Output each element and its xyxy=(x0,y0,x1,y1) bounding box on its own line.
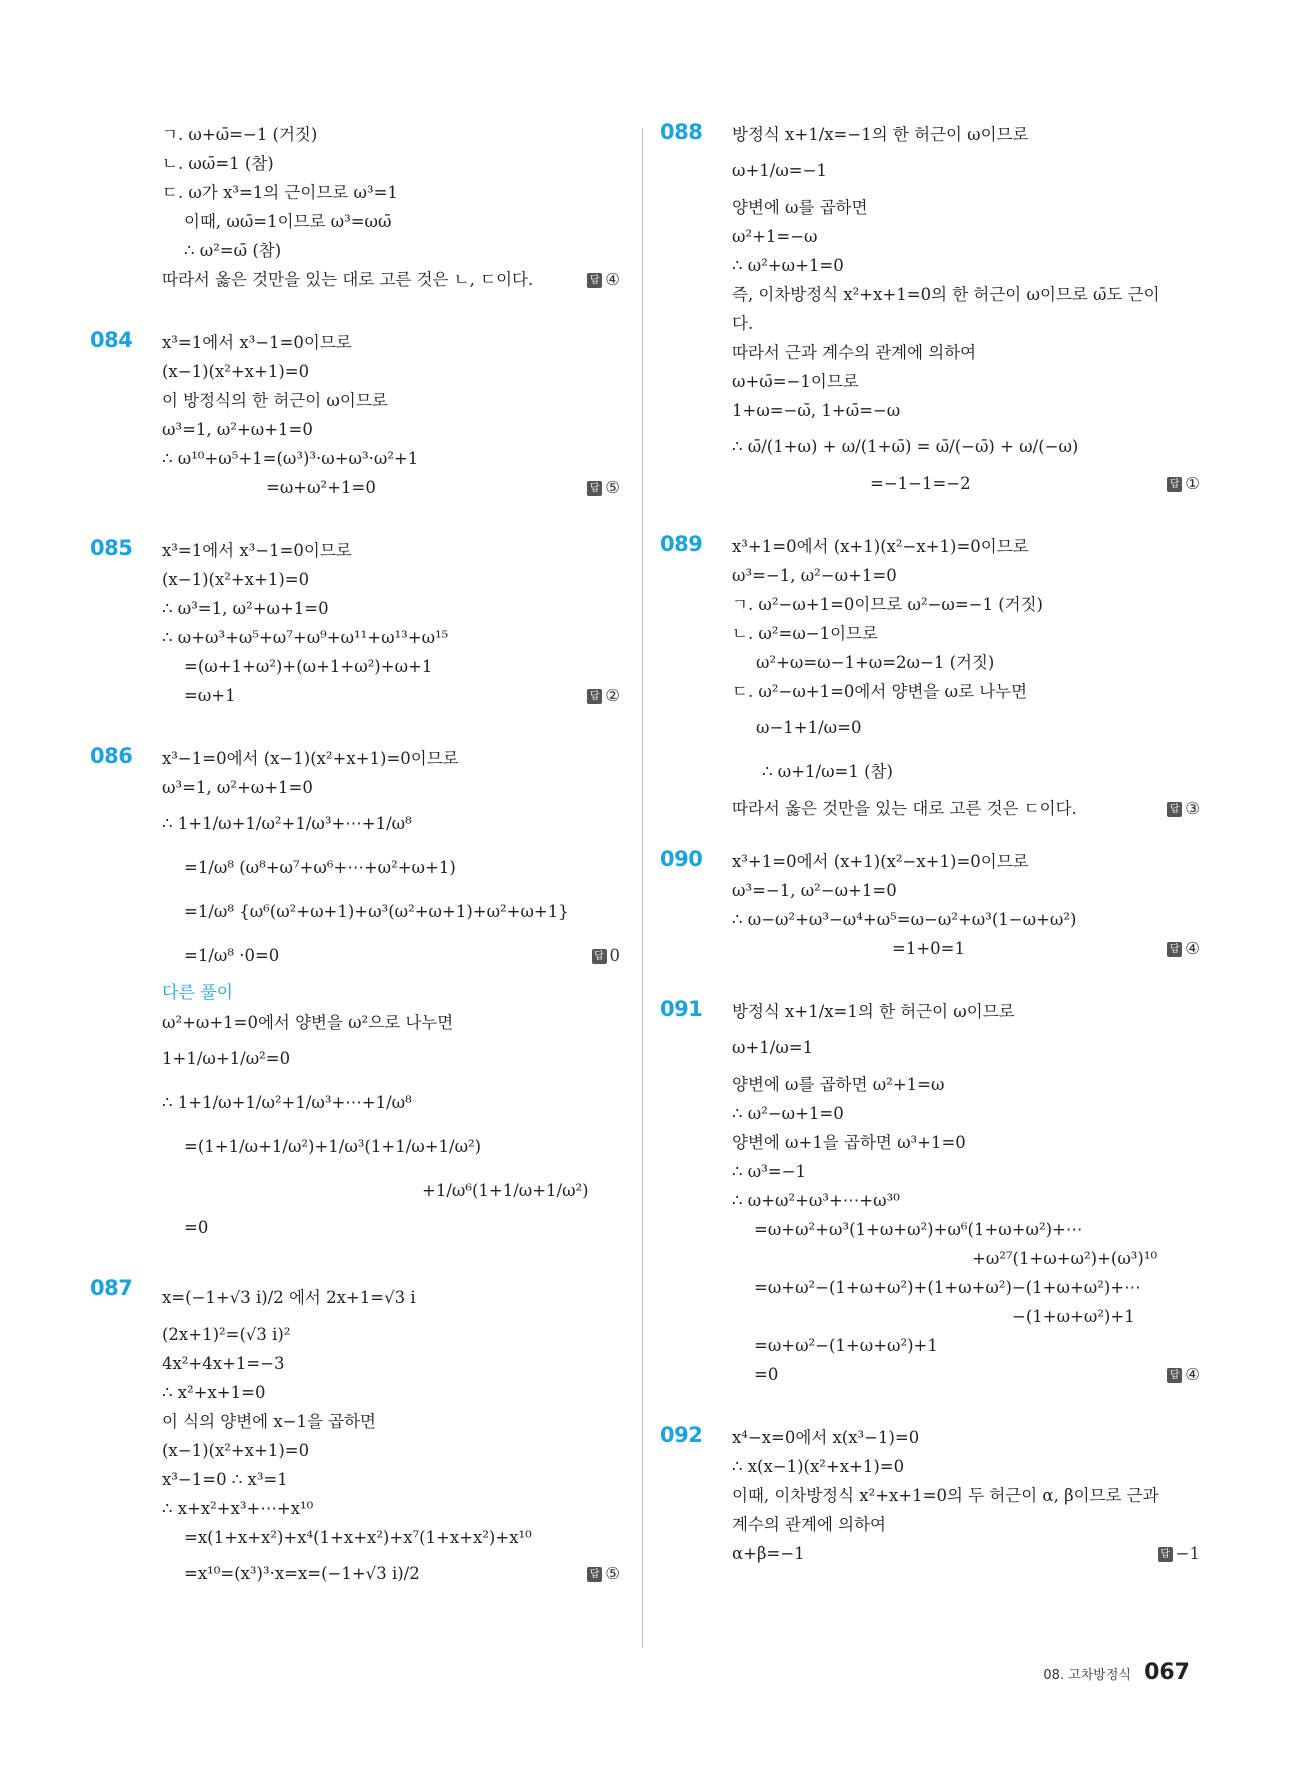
solution-line xyxy=(162,265,620,294)
solution-line: =0 xyxy=(184,1218,209,1237)
answer-icon: 답 xyxy=(1167,942,1182,957)
answer-value: 0 xyxy=(609,946,620,965)
chapter-label: 08. 고차방정식 xyxy=(1043,1668,1131,1683)
solution-line: =1/ω⁸ {ω⁶(ω²+ω+1)+ω³(ω²+ω+1)+ω²+ω+1} xyxy=(184,902,569,921)
solution-line: ∴ ω²=ω̄ (참) xyxy=(184,241,282,260)
solution-line: =ω+ω²−(1+ω+ω²)+1 xyxy=(754,1336,938,1355)
solution-line: ω³=−1, ω²−ω+1=0 xyxy=(732,566,897,585)
solution-line: 이때, 이차방정식 x²+x+1=0의 두 허근이 α, β이므로 근과 xyxy=(732,1486,1159,1505)
solution-line: ㄱ. ω+ω̄=−1 (거짓) xyxy=(162,125,318,144)
problem-number: 087 xyxy=(90,1276,133,1300)
solution-line: 이 식의 양변에 x−1을 곱하면 xyxy=(162,1412,376,1431)
problem-number: 090 xyxy=(660,847,703,871)
solution-line xyxy=(732,469,1200,498)
solution-line: 다. xyxy=(732,314,754,333)
equation-text: =x¹⁰=(x³)³·x=x=(−1+√3 i)/2 xyxy=(184,1564,420,1583)
solution-line: ∴ ω³=−1 xyxy=(732,1162,806,1181)
solution-line: 1+1/ω+1/ω²=0 xyxy=(162,1049,291,1068)
solution-line xyxy=(162,1552,620,1596)
solution-line: −(1+ω+ω²)+1 xyxy=(1012,1307,1135,1326)
answer-mark xyxy=(1167,1360,1200,1389)
solution-line: 4x²+4x+1=−3 xyxy=(162,1354,285,1373)
conclusion-text: 따라서 옳은 것만을 있는 대로 고른 것은 ㄴ, ㄷ이다. xyxy=(162,270,534,289)
page-footer xyxy=(1043,1660,1190,1685)
equation-text: =1+0=1 xyxy=(892,939,965,958)
solution-line: 이 방정식의 한 허근이 ω이므로 xyxy=(162,391,388,410)
solution-line: 계수의 관계에 의하여 xyxy=(732,1515,886,1534)
solution-line: (x−1)(x²+x+1)=0 xyxy=(162,570,310,589)
solution-line: ∴ x(x−1)(x²+x+1)=0 xyxy=(732,1457,905,1476)
solution-line: ∴ ω+1/ω=1 (참) xyxy=(762,762,893,781)
solution-line: ㄴ. ωω̄=1 (참) xyxy=(162,154,274,173)
solution-line: (2x+1)²=(√3 i)² xyxy=(162,1325,291,1344)
solution-line xyxy=(732,1360,1200,1389)
solution-line: x³+1=0에서 (x+1)(x²−x+1)=0이므로 xyxy=(732,852,1029,871)
solution-line: +1/ω⁶(1+1/ω+1/ω²) xyxy=(422,1181,589,1200)
answer-mark xyxy=(587,473,620,502)
solution-line: ω+1/ω=−1 xyxy=(732,161,827,180)
problem-085 xyxy=(90,536,620,710)
answer-icon: 답 xyxy=(1167,1368,1182,1383)
solution-line: x³−1=0 ∴ x³=1 xyxy=(162,1470,288,1489)
answer-value: ① xyxy=(1185,474,1200,493)
answer-icon: 답 xyxy=(587,689,602,704)
problem-number: 091 xyxy=(660,997,703,1021)
solution-line xyxy=(732,1539,1200,1568)
solution-line: x³=1에서 x³−1=0이므로 xyxy=(162,333,352,352)
problem-092 xyxy=(660,1423,1200,1568)
solution-line: ω+ω̄=−1이므로 xyxy=(732,372,859,391)
solution-line: 방정식 x+1/x=−1의 한 허근이 ω이므로 xyxy=(732,125,1029,144)
equation-text: =ω+ω²+1=0 xyxy=(266,478,376,497)
solution-line xyxy=(162,473,620,502)
answer-value: ⑤ xyxy=(605,1564,620,1583)
equation-text: =0 xyxy=(754,1365,779,1384)
answer-value: ③ xyxy=(1185,799,1200,818)
problem-088 xyxy=(660,120,1200,498)
problem-number: 089 xyxy=(660,532,703,556)
answer-icon: 답 xyxy=(1158,1547,1173,1562)
answer-icon: 답 xyxy=(592,949,607,964)
solution-line: =ω+ω²−(1+ω+ω²)+(1+ω+ω²)−(1+ω+ω²)+⋯ xyxy=(754,1278,1141,1297)
solution-line: ω³=1, ω²+ω+1=0 xyxy=(162,420,313,439)
solution-line: ㄷ. ω²−ω+1=0에서 양변을 ω로 나누면 xyxy=(732,682,1028,701)
right-column xyxy=(660,120,1200,1568)
solution-line xyxy=(732,794,1200,823)
problem-number: 085 xyxy=(90,536,133,560)
equation-text: =ω+1 xyxy=(184,686,236,705)
problem-number: 086 xyxy=(90,744,133,768)
solution-line: ∴ ω²−ω+1=0 xyxy=(732,1104,844,1123)
solution-line: 1+ω=−ω̄, 1+ω̄=−ω xyxy=(732,401,901,420)
answer-value: ⑤ xyxy=(605,478,620,497)
solution-line: ω−1+1/ω=0 xyxy=(756,718,862,737)
answer-value: ② xyxy=(605,686,620,705)
solution-line: ∴ 1+1/ω+1/ω²+1/ω³+⋯+1/ω⁸ xyxy=(162,1093,412,1112)
solution-line: ∴ ω̄/(1+ω) + ω/(1+ω̄) = ω̄/(−ω̄) + ω/(−ω) xyxy=(732,437,1079,456)
solution-line: =(ω+1+ω²)+(ω+1+ω²)+ω+1 xyxy=(184,657,433,676)
solution-line: ω³=−1, ω²−ω+1=0 xyxy=(732,881,897,900)
answer-icon: 답 xyxy=(1167,802,1182,817)
solution-line: ∴ ω³=1, ω²+ω+1=0 xyxy=(162,599,329,618)
answer-mark xyxy=(1167,934,1200,963)
answer-value: −1 xyxy=(1175,1544,1200,1563)
solution-line: =x(1+x+x²)+x⁴(1+x+x²)+x⁷(1+x+x²)+x¹⁰ xyxy=(184,1528,532,1547)
solution-line: (x−1)(x²+x+1)=0 xyxy=(162,1441,310,1460)
solution-line: x=(−1+√3 i)/2 에서 2x+1=√3 i xyxy=(162,1288,416,1307)
answer-mark xyxy=(592,934,621,978)
answer-mark xyxy=(587,1552,620,1596)
solution-line: ω²+ω+1=0에서 양변을 ω²으로 나누면 xyxy=(162,1013,454,1032)
problem-number: 092 xyxy=(660,1423,703,1447)
solution-line: ㄷ. ω가 x³=1의 근이므로 ω³=1 xyxy=(162,183,398,202)
solution-line xyxy=(732,934,1200,963)
answer-mark xyxy=(587,265,620,294)
page-number: 067 xyxy=(1144,1660,1190,1685)
solution-line xyxy=(162,934,620,978)
problem-number: 088 xyxy=(660,120,703,144)
solution-line: ω²+1=−ω xyxy=(732,227,818,246)
solution-line: x³−1=0에서 (x−1)(x²+x+1)=0이므로 xyxy=(162,749,459,768)
intro-solution xyxy=(90,120,620,294)
equation-text: α+β=−1 xyxy=(732,1544,805,1563)
solution-line: ∴ ω+ω²+ω³+⋯+ω³⁰ xyxy=(732,1191,900,1210)
alternative-solution-title: 다른 풀이 xyxy=(162,983,234,1003)
answer-icon: 답 xyxy=(1167,477,1182,492)
solution-line: 방정식 x+1/x=1의 한 허근이 ω이므로 xyxy=(732,1002,1015,1021)
solution-line: ω²+ω=ω−1+ω=2ω−1 (거짓) xyxy=(756,653,995,672)
answer-mark xyxy=(1167,794,1200,823)
solution-line: x³+1=0에서 (x+1)(x²−x+1)=0이므로 xyxy=(732,537,1029,556)
solution-line: 따라서 근과 계수의 관계에 의하여 xyxy=(732,343,977,362)
solution-line: x³=1에서 x³−1=0이므로 xyxy=(162,541,352,560)
answer-icon: 답 xyxy=(587,1567,602,1582)
answer-icon: 답 xyxy=(587,273,602,288)
problem-089 xyxy=(660,532,1200,823)
solution-line: ∴ ω+ω³+ω⁵+ω⁷+ω⁹+ω¹¹+ω¹³+ω¹⁵ xyxy=(162,628,449,647)
answer-mark xyxy=(1167,469,1200,498)
problem-090 xyxy=(660,847,1200,963)
solution-line: 즉, 이차방정식 x²+x+1=0의 한 허근이 ω이므로 ω̄도 근이 xyxy=(732,285,1160,304)
problem-087 xyxy=(90,1276,620,1596)
answer-mark xyxy=(1158,1539,1200,1568)
solution-line: =(1+1/ω+1/ω²)+1/ω³(1+1/ω+1/ω²) xyxy=(184,1137,482,1156)
solution-line: ∴ x²+x+1=0 xyxy=(162,1383,266,1402)
solution-line: ω³=1, ω²+ω+1=0 xyxy=(162,778,313,797)
solution-line: +ω²⁷(1+ω+ω²)+(ω³)¹⁰ xyxy=(972,1249,1158,1268)
answer-value: ④ xyxy=(1185,1365,1200,1384)
solution-line: (x−1)(x²+x+1)=0 xyxy=(162,362,310,381)
problem-084 xyxy=(90,328,620,502)
solution-line: ∴ x+x²+x³+⋯+x¹⁰ xyxy=(162,1499,314,1518)
solution-line: ㄴ. ω²=ω−1이므로 xyxy=(732,624,878,643)
solution-line: 양변에 ω를 곱하면 xyxy=(732,198,868,217)
answer-icon: 답 xyxy=(587,481,602,496)
solution-line: ㄱ. ω²−ω+1=0이므로 ω²−ω=−1 (거짓) xyxy=(732,595,1043,614)
solution-line: ∴ ω−ω²+ω³−ω⁴+ω⁵=ω−ω²+ω³(1−ω+ω²) xyxy=(732,910,1077,929)
solution-line: 이때, ωω̄=1이므로 ω³=ωω̄ xyxy=(184,212,392,231)
solution-line: =ω+ω²+ω³(1+ω+ω²)+ω⁶(1+ω+ω²)+⋯ xyxy=(754,1220,1083,1239)
solution-line: ω+1/ω=1 xyxy=(732,1038,814,1057)
conclusion-text: 따라서 옳은 것만을 있는 대로 고른 것은 ㄷ이다. xyxy=(732,799,1077,818)
problem-number: 084 xyxy=(90,328,133,352)
solution-line: x⁴−x=0에서 x(x³−1)=0 xyxy=(732,1428,920,1447)
solution-line: 양변에 ω+1을 곱하면 ω³+1=0 xyxy=(732,1133,966,1152)
problem-086 xyxy=(90,744,620,1242)
solution-line: ∴ 1+1/ω+1/ω²+1/ω³+⋯+1/ω⁸ xyxy=(162,814,412,833)
solution-line: ∴ ω¹⁰+ω⁵+1=(ω³)³·ω+ω³·ω²+1 xyxy=(162,449,419,468)
solution-line: =1/ω⁸ (ω⁸+ω⁷+ω⁶+⋯+ω²+ω+1) xyxy=(184,858,456,877)
answer-mark xyxy=(587,681,620,710)
solution-line xyxy=(162,681,620,710)
equation-text: =1/ω⁸ ·0=0 xyxy=(184,946,280,965)
answer-value: ④ xyxy=(1185,939,1200,958)
problem-091 xyxy=(660,997,1200,1389)
answer-value: ④ xyxy=(605,270,620,289)
column-divider xyxy=(642,128,643,1648)
left-column xyxy=(90,120,620,1596)
solution-line: 양변에 ω를 곱하면 ω²+1=ω xyxy=(732,1075,945,1094)
equation-text: =−1−1=−2 xyxy=(870,474,971,493)
solution-line: ∴ ω²+ω+1=0 xyxy=(732,256,844,275)
